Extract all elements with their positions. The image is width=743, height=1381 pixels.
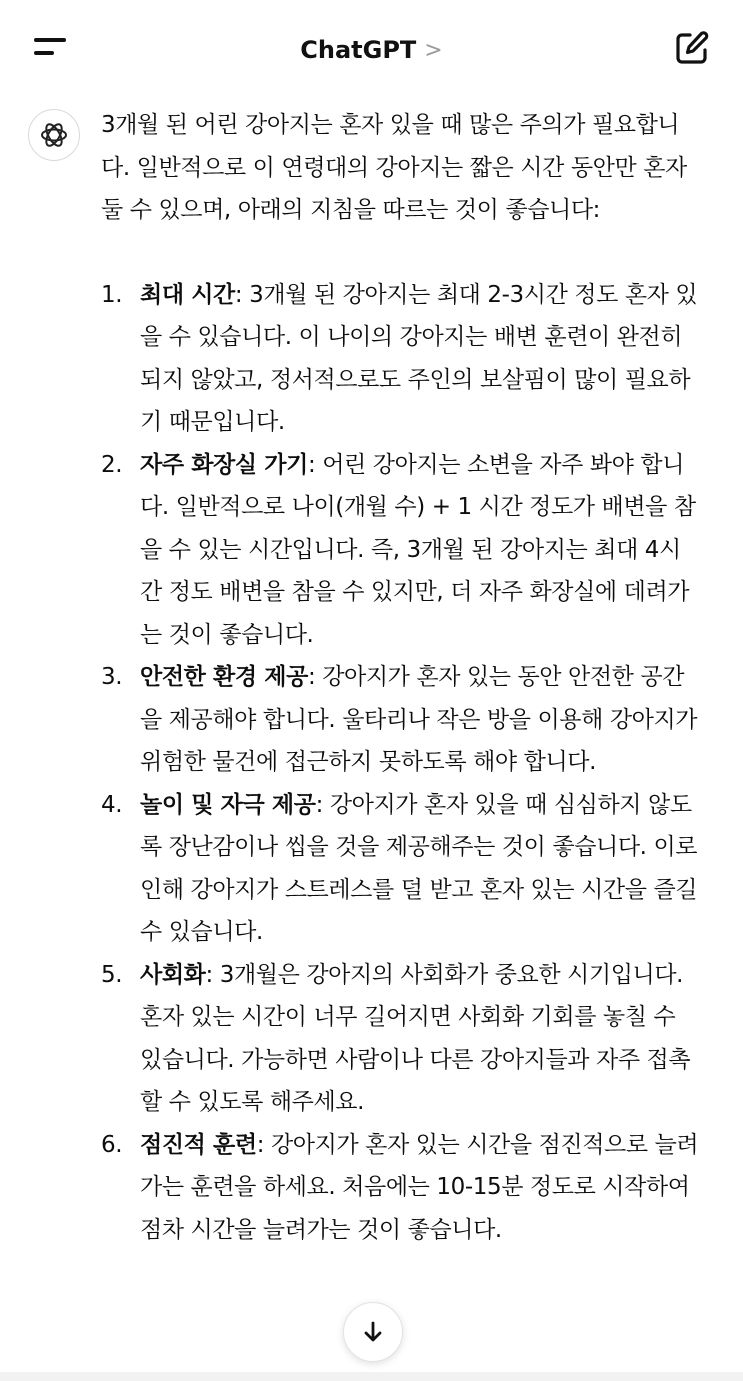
top-bar [0,0,743,96]
message-intro: 3개월 된 어린 강아지는 혼자 있을 때 많은 주의가 필요합니다. 일반적으로 이 연령대의 강아지는 짧은 시간 동안만 혼자 둘 수 있으며, 아래의 지침을 따르는 것이 좋습니다: [101,112,687,223]
chevron-right-icon: > [424,37,443,63]
list-item: 5. 사회화: 3개월은 강아지의 사회화가 중요한 시기입니다. 혼자 있는 시간이 너무 길어지면 사회화 기회를 놓칠 수 있습니다. 가능하면 사람이나 다른 강아지들과 자주 접촉할 수 있도록 해주세요. [101,961,691,1115]
scroll-to-bottom-button[interactable] [343,1302,403,1362]
item-title: 최대 시간 [140,281,235,308]
list-item: 4. 놀이 및 자극 제공: 강아지가 혼자 있을 때 심심하지 않도록 장난감이나 씹을 것을 제공해주는 것이 좋습니다. 이로 인해 강아지가 스트레스를 덜 받고 혼자 있는 시간을 즐길 수 있습니다. [101,791,698,945]
assistant-message [101,104,701,1251]
item-title: 사회화 [140,961,206,988]
item-text: : 어린 강아지는 소변을 자주 봐야 합니다. 일반적으로 나이(개월 수) + 1 시간 정도가 배변을 참을 수 있는 시간입니다. 즉, 3개월 된 강아지는 최대 4시간 정도 배변을 참을 수 있지만, 더 자주 화장실에 데려가는 것이 좋습니다. [140,451,696,648]
list-item: 6. 점진적 훈련: 강아지가 혼자 있는 시간을 점진적으로 늘려가는 훈련을 하세요. 처음에는 10-15분 정도로 시작하여 점차 시간을 늘려가는 것이 좋습니다. [101,1131,699,1243]
title-container [0,30,743,70]
assistant-avatar [28,109,80,161]
item-text: : 3개월 된 강아지는 최대 2-3시간 정도 혼자 있을 수 있습니다. 이 나이의 강아지는 배변 훈련이 완전히 되지 않았고, 정서적으로도 주인의 보살핌이 많이 필요하기 때문입니다. [140,281,698,435]
item-text: : 3개월은 강아지의 사회화가 중요한 시기입니다. 혼자 있는 시간이 너무 길어지면 사회화 기회를 놓칠 수 있습니다. 가능하면 사람이나 다른 강아지들과 자주 접촉할 수 있도록 해주세요. [140,961,691,1115]
app-title: ChatGPT [300,36,417,64]
item-text: : 강아지가 혼자 있는 시간을 점진적으로 늘려가는 훈련을 하세요. 처음에는 10-15분 정도로 시작하여 점차 시간을 늘려가는 것이 좋습니다. [140,1131,699,1243]
list-item: 1. 최대 시간: 3개월 된 강아지는 최대 2-3시간 정도 혼자 있을 수 있습니다. 이 나이의 강아지는 배변 훈련이 완전히 되지 않았고, 정서적으로도 주인의 보살핌이 많이 필요하기 때문입니다. [101,281,698,435]
list-item: 3. 안전한 환경 제공: 강아지가 혼자 있는 동안 안전한 공간을 제공해야 합니다. 울타리나 작은 방을 이용해 강아지가 위험한 물건에 접근하지 못하도록 해야 합니다. [101,664,698,775]
item-text: : 강아지가 혼자 있는 동안 안전한 공간을 제공해야 합니다. 울타리나 작은 방을 이용해 강아지가 위험한 물건에 접근하지 못하도록 해야 합니다. [140,664,698,775]
item-text: : 강아지가 혼자 있을 때 심심하지 않도록 장난감이나 씹을 것을 제공해주는 것이 좋습니다. 이로 인해 강아지가 스트레스를 덜 받고 혼자 있는 시간을 즐길 수 있습니다. [140,791,698,945]
guideline-list [101,274,701,1252]
item-title: 놀이 및 자극 제공 [140,791,316,818]
item-title: 점진적 훈련 [140,1131,257,1158]
openai-logo-icon [38,119,70,151]
arrow-down-icon [360,1319,386,1345]
edit-icon [672,28,712,68]
item-title: 자주 화장실 가기 [140,451,308,478]
list-item: 2. 자주 화장실 가기: 어린 강아지는 소변을 자주 봐야 합니다. 일반적으로 나이(개월 수) + 1 시간 정도가 배변을 참을 수 있는 시간입니다. 즉, 3개월 된 강아지는 최대 4시간 정도 배변을 참을 수 있지만, 더 자주 화장실에 데려가는 것이 좋습니다. [101,451,696,648]
new-chat-button[interactable] [672,28,712,68]
model-selector[interactable] [300,36,442,64]
item-title: 안전한 환경 제공 [140,664,308,690]
composer-edge [0,1372,743,1381]
